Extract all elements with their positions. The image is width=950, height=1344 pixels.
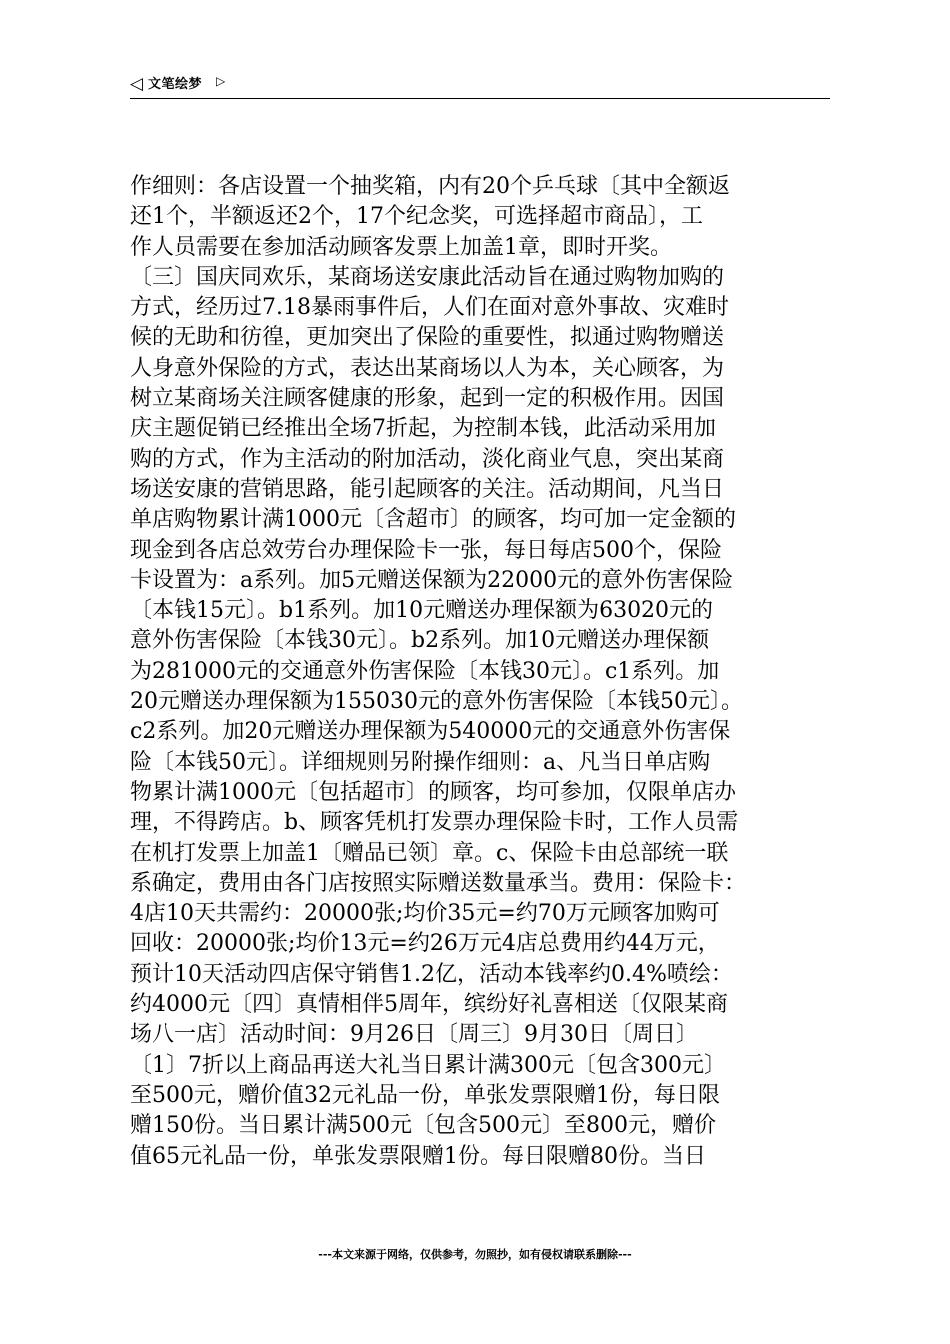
body-line: 约4000元〔四〕真情相伴5周年，缤纷好礼喜相送〔仅限某商 [130,992,728,1018]
body-line: 至500元，赠价值32元礼品一份，单张发票限赠1份，每日限 [130,1082,720,1108]
body-line: 回收：20000张;均价13元=约26万元4店总费用约44万元， [130,931,720,957]
body-line: 赠150份。当日累计满500元〔包含500元〕至800元，赠价 [130,1113,716,1139]
body-line: 20元赠送办理保额为155030元的意外伤害保险〔本钱50元〕。 [130,689,743,715]
header-title: 文笔绘梦 [148,77,203,92]
body-line: 在机打发票上加盖1〔赠品已领〕章。c、保险卡由总部统一联 [130,840,729,866]
body-line: 购的方式，作为主活动的附加活动，淡化商业气息，突出某商 [130,446,725,472]
body-line: 预计10天活动四店保守销售1.2亿，活动本钱率约0.4%喷绘： [130,961,733,987]
body-line: 现金到各店总效劳台办理保险卡一张，每日每店500个，保险 [130,537,722,563]
body-line: 场送安康的营销思路，能引起顾客的关注。活动期间，凡当日 [130,476,725,502]
body-line: 值65元礼品一份，单张发票限赠1份。每日限赠80份。当日 [130,1143,706,1169]
body-line: c2系列。加20元赠送办理保额为540000元的交通意外伤害保 [130,719,731,745]
body-line: 〔三〕国庆同欢乐，某商场送安康此活动旨在通过购物加购的 [130,264,725,290]
body-line: 险〔本钱50元〕。详细规则另附操作细则：a、凡当日单店购 [130,749,711,775]
body-line: 物累计满1000元〔包括超市〕的顾客，均可参加，仅限单店办 [130,779,736,805]
body-line: 〔1〕7折以上商品再送大礼当日累计满300元〔包含300元〕 [130,1052,726,1078]
footer-disclaimer: ---本文来源于网络，仅供参考，勿照抄，如有侵权请联系删除--- [318,1248,632,1261]
body-line: 树立某商场关注顾客健康的形象，起到一定的积极作用。因国 [130,386,725,412]
body-line: 系确定，费用由各门店按照实际赠送数量承当。费用：保险卡： [130,870,747,896]
document-body [130,172,830,1172]
body-line: 场八一店〕活动时间：9月26日〔周三〕9月30日〔周日〕 [130,1022,698,1048]
header-divider [130,98,830,99]
body-line: 方式，经历过7.18暴雨事件后，人们在面对意外事故、灾难时 [130,295,729,321]
page-header [130,72,830,98]
left-triangle-icon: ◁ [130,74,144,94]
body-line: 还1个，半额返还2个，17个纪念奖，可选择超市商品〕，工 [130,204,703,230]
body-line: 意外伤害保险〔本钱30元〕。b2系列。加10元赠送办理保额 [130,628,710,654]
body-line: 候的无助和彷徨，更加突出了保险的重要性，拟通过购物赠送 [130,325,725,351]
body-line: 单店购物累计满1000元〔含超市〕的顾客，均可加一定金额的 [130,507,736,533]
right-triangle-icon: ▷ [216,74,226,88]
body-line: 庆主题促销已经推出全场7折起，为控制本钱，此活动采用加 [130,416,716,442]
body-line: 作细则：各店设置一个抽奖箱，内有20个乒乓球〔其中全额返 [130,174,730,199]
body-line: 作人员需要在参加活动顾客发票上加盖1章，即时开奖。 [130,234,672,260]
body-line: 〔本钱15元〕。b1系列。加10元赠送办理保额为63020元的 [130,598,714,624]
body-line: 人身意外保险的方式，表达出某商场以人为本，关心顾客，为 [130,355,725,381]
body-line: 理，不得跨店。b、顾客凭机打发票办理保险卡时，工作人员需 [130,810,739,836]
body-line: 4店10天共需约：20000张;均价35元=约70万元顾客加购可 [130,901,720,927]
body-line: 为281000元的交通意外伤害保险〔本钱30元〕。c1系列。加 [130,658,720,684]
body-line: 卡设置为：a系列。加5元赠送保额为22000元的意外伤害保险 [130,567,734,593]
